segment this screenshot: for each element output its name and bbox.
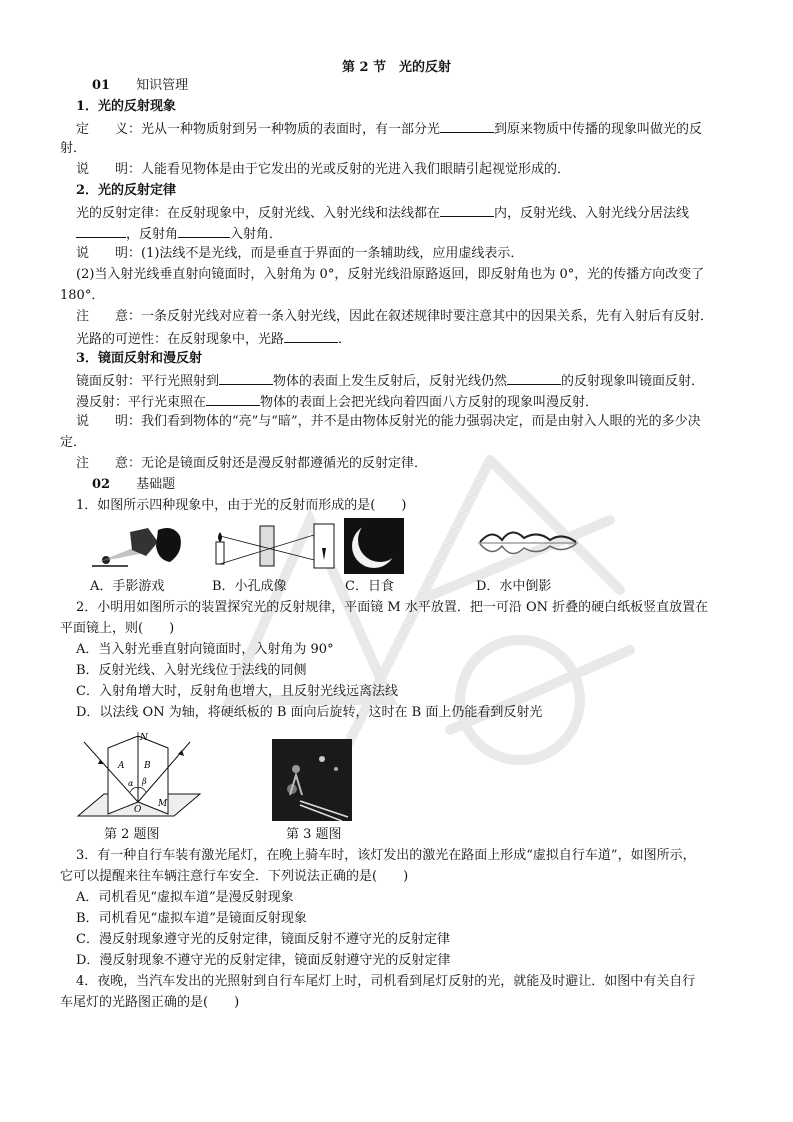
- label-a: A: [118, 761, 125, 771]
- k3-heading: 3．镜面反射和漫反射: [76, 351, 203, 366]
- section-name: 基础题: [136, 477, 176, 492]
- q3-stem: 3．有一种自行车装有激光尾灯，在晚上骑车时，该灯发出的激光在路面上形成“虚拟自行车道”，如图所示，: [76, 848, 696, 863]
- k3-mirror: [76, 371, 704, 391]
- k3-note-end: 定．: [60, 435, 87, 450]
- k2-law: [76, 203, 689, 223]
- k3-note: 说 明：我们看到物体的“亮”与“暗”，并不是由物体反射光的能力强弱决定，而是由射入人眼的光的多少决: [76, 414, 701, 429]
- section-number: 01: [92, 78, 111, 93]
- q4-stem: 4．夜晚，当汽车发出的光照射到自行车尾灯上时，司机看到尾灯反射的光，就能及时避让．如图中有关自行: [76, 974, 696, 989]
- k1-definition: [76, 119, 702, 139]
- q2-option-a: A．当入射光垂直射向镜面时，入射角为 90°: [76, 642, 334, 657]
- q2-option-c: C．入射角增大时，反射角也增大，且反射光线远离法线: [76, 684, 398, 699]
- section-2-heading: [92, 476, 175, 494]
- k2-law-cont: [76, 224, 282, 244]
- q3-option-c: C．漫反射现象遵守光的反射定律，镜面反射不遵守光的反射定律: [76, 932, 450, 947]
- q1-option-b: B．小孔成像: [212, 579, 287, 594]
- q3-stem-end: 它可以提醒来往车辆注意行车安全．下列说法正确的是( ): [60, 869, 409, 884]
- k2-law-text-b: 内，反射光线、入射光线分居法线: [494, 206, 690, 221]
- q3-option-a: A．司机看见“虚拟车道”是漫反射现象: [76, 890, 294, 905]
- k3-diffuse-text-a: 漫反射：平行光束照在: [76, 395, 207, 410]
- k2-heading: 2．光的反射定律: [76, 183, 177, 198]
- answer-blank: [76, 224, 126, 238]
- answer-blank: [440, 119, 494, 133]
- k2-law-text-a: 光的反射定律：在反射现象中，反射光线、入射光线和法线都在: [76, 206, 441, 221]
- k2-note-1: 说 明：(1)法线不是光线，而是垂直于界面的一条辅助线，应用虚线表示．: [76, 246, 524, 261]
- label-b: B: [144, 761, 151, 771]
- k3-mirror-text-c: 的反射现象叫镜面反射．: [561, 374, 705, 389]
- answer-blank: [507, 371, 561, 385]
- k2-law-text-d: 入射角．: [230, 227, 283, 242]
- q1-stem: 1．如图所示四种现象中，由于光的反射而形成的是( ): [76, 498, 407, 513]
- k2-caution: 注 意：一条反射光线对应着一条入射光线，因此在叙述规律时要注意其中的因果关系，先有入射后有反射．: [76, 309, 714, 324]
- answer-blank: [440, 203, 494, 217]
- answer-blank: [178, 224, 230, 238]
- label-o: O: [134, 805, 142, 815]
- bike-laser-photo: [272, 739, 352, 821]
- k2-reversibility: [76, 329, 351, 349]
- k2-note-2: (2)当入射光线垂直射向镜面时，入射角为 0°，反射光线沿原路返回，即反射角也为 0°，光的传播方向改变了: [76, 267, 705, 282]
- q2-option-b: B．反射光线、入射光线位于法线的同侧: [76, 663, 307, 678]
- q2-stem: 2．小明用如图所示的装置探究光的反射规律，平面镜 M 水平放置．把一可沿 ON 折叠的硬白纸板竖直放置在: [76, 600, 709, 615]
- answer-blank: [284, 329, 338, 343]
- q3-option-d: D．漫反射现象不遵守光的反射定律，镜面反射遵守光的反射定律: [76, 953, 451, 968]
- q3-option-b: B．司机看见“虚拟车道”是镜面反射现象: [76, 911, 307, 926]
- k3-mirror-text-a: 镜面反射：平行光照射到: [76, 374, 220, 389]
- hand-shadow-figure: [88, 522, 188, 570]
- section-1-heading: [92, 77, 188, 95]
- k3-diffuse-text-b: 物体的表面上会把光线向着四面八方反射的现象叫漫反射．: [260, 395, 599, 410]
- q2-option-d: D．以法线 ON 为轴，将硬纸板的 B 面向后旋转，这时在 B 面上仍能看到反射光: [76, 705, 543, 720]
- eclipse-figure: [344, 518, 404, 574]
- label-alpha: α: [128, 779, 134, 788]
- water-reflection-figure: [478, 524, 578, 560]
- label-beta: β: [142, 777, 147, 786]
- k3-diffuse: [76, 392, 598, 412]
- answer-blank: [206, 392, 260, 406]
- k1-heading: 1．光的反射现象: [76, 99, 177, 114]
- label-n: N: [140, 733, 148, 743]
- k2-note-2-end: 180°．: [60, 288, 105, 303]
- q3-figure-caption: 第 3 题图: [286, 827, 342, 842]
- section-name: 知识管理: [136, 78, 189, 93]
- page-title: 第 2 节 光的反射: [341, 60, 452, 75]
- label-m: M: [158, 799, 168, 809]
- k3-caution: 注 意：无论是镜面反射还是漫反射都遵循光的反射定律．: [76, 456, 428, 471]
- q1-option-d: D．水中倒影: [476, 579, 552, 594]
- k1-def-end: 射．: [60, 141, 87, 156]
- q4-stem-end: 车尾灯的光路图正确的是( ): [60, 995, 240, 1010]
- k1-note: 说 明：人能看见物体是由于它发出的光或反射的光进入我们眼睛引起视觉形成的．: [76, 162, 571, 177]
- q2-stem-end: 平面镜上，则( ): [60, 621, 175, 636]
- k1-def-text-b: 到原来物质中传播的现象叫做光的反: [494, 122, 703, 137]
- k3-mirror-text-b: 物体的表面上发生反射后，反射光线仍然: [273, 374, 508, 389]
- reflection-apparatus-figure: [70, 728, 210, 824]
- section-number: 02: [92, 477, 111, 492]
- k2-rev-text: 光路的可逆性：在反射现象中，光路: [76, 332, 285, 347]
- q2-figure-caption: 第 2 题图: [104, 827, 160, 842]
- answer-blank: [219, 371, 273, 385]
- q1-option-c: C．日食: [345, 579, 394, 594]
- pinhole-figure: [210, 520, 340, 572]
- k2-law-text-c: ，反射角: [126, 227, 179, 242]
- k2-rev-end: ．: [338, 332, 352, 347]
- q1-option-a: A．手影游戏: [90, 579, 165, 594]
- k1-def-text-a: 定 义：光从一种物质射到另一种物质的表面时，有一部分光: [76, 122, 441, 137]
